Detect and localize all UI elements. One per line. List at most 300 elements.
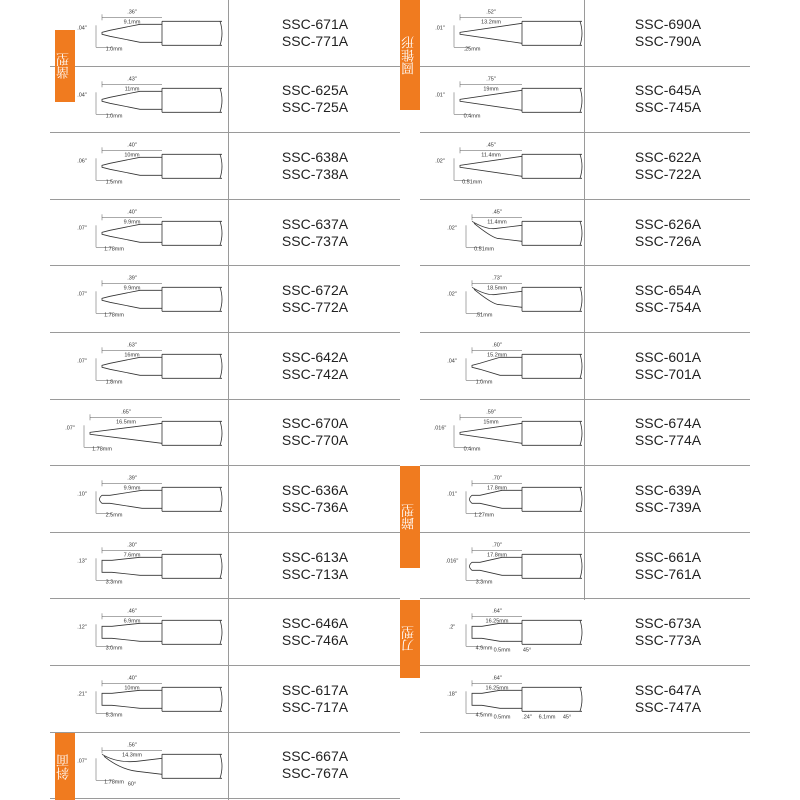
dimension-label: .51mm <box>475 312 493 319</box>
tip-drawing <box>447 475 582 518</box>
tip-drawing <box>447 276 582 319</box>
tip-shaft <box>102 357 162 375</box>
tip-drawing <box>449 609 582 654</box>
model-number: SSC-770A <box>281 432 349 449</box>
dimension-line <box>96 691 112 713</box>
tip-diagram <box>72 133 222 200</box>
dimension-label: .70" <box>492 475 502 482</box>
model-numbers <box>230 400 400 466</box>
dimension-label: 9.1mm <box>123 19 141 26</box>
model-numbers <box>586 333 750 399</box>
dimension-label: .64" <box>492 675 502 682</box>
model-numbers <box>230 0 400 66</box>
model-numbers <box>230 333 400 399</box>
model-number: SSC-670A <box>281 415 349 432</box>
model-numbers <box>230 599 400 665</box>
tip-diagram <box>65 400 222 467</box>
tip-row <box>50 67 400 134</box>
dimension-line <box>454 25 470 47</box>
tip-row <box>50 400 400 467</box>
model-numbers <box>230 200 400 266</box>
tip-row <box>420 67 750 134</box>
model-number: SSC-739A <box>634 498 702 515</box>
tip-drawing <box>435 142 582 185</box>
tip-barrel-end <box>220 621 222 645</box>
dimension-label: .01" <box>447 491 457 498</box>
tip-barrel-end <box>220 754 222 778</box>
dimension-label: 15mm <box>483 418 499 425</box>
model-numbers <box>586 599 750 665</box>
tip-row <box>420 400 750 467</box>
tag-label: 刀型 <box>402 626 417 652</box>
dimension-label: 1.8mm <box>105 379 123 386</box>
tip-shaft <box>102 91 162 109</box>
model-number: SSC-767A <box>281 765 349 782</box>
model-number: SSC-637A <box>281 215 349 232</box>
dimension-label: .01" <box>435 91 445 98</box>
model-number: SSC-742A <box>281 365 349 382</box>
model-number: SSC-725A <box>281 99 349 116</box>
model-numbers <box>230 466 400 532</box>
dimension-label: 5.3mm <box>105 712 123 719</box>
dimension-label: 17.8mm <box>487 552 507 559</box>
dimension-label: 4.9mm <box>475 645 493 652</box>
tag-label: 凿型 <box>57 53 72 79</box>
tip-barrel <box>162 554 222 578</box>
dimension-line <box>84 425 100 447</box>
dimension-line <box>466 625 482 647</box>
tip-barrel <box>162 421 222 445</box>
tip-shaft <box>102 157 162 175</box>
dimension-line <box>466 558 482 580</box>
tip-diagram <box>72 666 222 733</box>
tip-barrel-end <box>580 288 582 312</box>
dimension-label: 6.9mm <box>123 618 141 625</box>
model-number: SSC-771A <box>281 32 349 49</box>
model-number: SSC-671A <box>281 15 349 32</box>
tip-barrel <box>522 88 582 112</box>
model-number: SSC-613A <box>281 548 349 565</box>
model-number: SSC-754A <box>634 299 702 316</box>
tip-shaft <box>102 291 162 309</box>
model-numbers <box>586 466 750 532</box>
tip-diagram <box>72 0 222 67</box>
tip-diagram <box>435 133 582 200</box>
dimension-label: .06" <box>77 158 87 165</box>
tip-barrel <box>522 354 582 378</box>
tip-barrel-end <box>220 21 222 45</box>
dimension-label: .30" <box>127 542 137 549</box>
dimension-label: .64" <box>492 608 502 615</box>
tip-diagram <box>72 266 222 333</box>
model-numbers <box>586 0 750 66</box>
dimension-label: 11.4mm <box>487 219 507 226</box>
model-number: SSC-761A <box>634 565 702 582</box>
tip-barrel-end <box>220 687 222 711</box>
tip-drawing <box>77 76 222 119</box>
dimension-label: .07" <box>77 291 87 298</box>
tip-drawing <box>435 9 582 52</box>
model-number: SSC-642A <box>281 348 349 365</box>
tip-row <box>50 0 400 67</box>
model-number: SSC-646A <box>281 615 349 632</box>
model-number: SSC-639A <box>634 481 702 498</box>
model-number: SSC-661A <box>634 548 702 565</box>
tip-drawing <box>435 76 582 119</box>
dimension-label: 13.2mm <box>481 19 501 26</box>
dimension-label: .01" <box>435 25 445 32</box>
tip-barrel <box>522 621 582 645</box>
tip-barrel <box>162 487 222 511</box>
tip-shaft <box>472 357 522 375</box>
dimension-label: 19mm <box>483 85 499 92</box>
dimension-line <box>466 225 482 247</box>
dimension-label: .24" <box>522 714 532 721</box>
tip-drawing <box>77 609 222 652</box>
tip-barrel <box>162 754 222 778</box>
category-tag-conical <box>400 0 420 110</box>
dimension-line <box>96 758 112 780</box>
tip-shaft <box>472 624 522 642</box>
dimension-label: .73" <box>492 275 502 282</box>
tip-row <box>420 333 750 400</box>
tip-row <box>420 133 750 200</box>
tip-diagram <box>442 599 582 666</box>
model-numbers <box>230 133 400 199</box>
dimension-label: 1.0mm <box>475 379 493 386</box>
model-number: SSC-672A <box>281 282 349 299</box>
tip-diagram <box>442 200 582 267</box>
dimension-label: 6.1mm <box>538 714 556 721</box>
model-number: SSC-622A <box>634 148 702 165</box>
dimension-label: 45° <box>562 714 572 721</box>
tip-barrel <box>162 154 222 178</box>
model-number: SSC-673A <box>634 615 702 632</box>
model-number: SSC-617A <box>281 681 349 698</box>
tip-diagram <box>72 200 222 267</box>
tip-barrel-end <box>580 221 582 245</box>
dimension-label: 0.5mm <box>493 714 511 721</box>
model-number: SSC-774A <box>634 432 702 449</box>
dimension-line <box>96 491 112 513</box>
dimension-line <box>466 491 482 513</box>
tip-shaft <box>470 557 523 575</box>
model-number: SSC-746A <box>281 632 349 649</box>
dimension-label: 1.0mm <box>105 112 123 119</box>
dimension-label: 1.78mm <box>92 445 112 452</box>
dimension-label: 16mm <box>124 352 140 359</box>
dimension-label: 3.0mm <box>105 645 123 652</box>
tip-diagram <box>442 266 582 333</box>
dimension-label: .12" <box>77 624 87 631</box>
dimension-label: .07" <box>65 424 75 431</box>
dimension-label: 9.9mm <box>123 285 141 292</box>
dimension-label: 0.5mm <box>493 647 511 654</box>
dimension-label: 1.0mm <box>105 46 123 53</box>
dimension-label: .46" <box>127 608 137 615</box>
model-number: SSC-638A <box>281 148 349 165</box>
tag-label: 蹄型 <box>402 504 417 530</box>
dimension-label: 0.4mm <box>463 445 481 452</box>
dimension-label: .04" <box>77 91 87 98</box>
dimension-line <box>454 92 470 114</box>
tip-drawing <box>77 542 222 585</box>
dimension-label: .25mm <box>463 46 481 53</box>
tip-row <box>420 0 750 67</box>
model-number: SSC-737A <box>281 232 349 249</box>
tip-row <box>420 200 750 267</box>
tip-diagram <box>72 466 222 533</box>
tip-row <box>50 466 400 533</box>
dimension-label: 16.25mm <box>485 618 509 625</box>
dimension-label: .63" <box>127 342 137 349</box>
dimension-label: .04" <box>447 358 457 365</box>
tip-barrel <box>522 687 582 711</box>
tip-barrel-end <box>580 421 582 445</box>
tip-row <box>50 333 400 400</box>
tip-diagram <box>442 466 582 533</box>
dimension-line <box>454 425 470 447</box>
tip-row <box>50 733 400 800</box>
dimension-label: .59" <box>486 408 496 415</box>
model-number: SSC-701A <box>634 365 702 382</box>
tip-barrel <box>162 88 222 112</box>
tip-barrel <box>522 221 582 245</box>
dimension-label: 1.78mm <box>104 778 124 785</box>
tip-barrel-end <box>580 621 582 645</box>
tip-barrel-end <box>580 354 582 378</box>
tip-diagram <box>433 400 582 467</box>
tip-shaft <box>102 624 162 642</box>
model-number: SSC-722A <box>634 165 702 182</box>
category-tag-chisel <box>55 30 75 102</box>
tip-shaft <box>472 690 522 708</box>
dimension-label: .21" <box>77 691 87 698</box>
model-number: SSC-713A <box>281 565 349 582</box>
dimension-label: 10mm <box>124 685 140 692</box>
dimension-line <box>96 625 112 647</box>
tip-shaft <box>90 423 162 443</box>
dimension-label: 10mm <box>124 152 140 159</box>
tip-shaft <box>460 156 522 176</box>
tip-barrel-end <box>580 88 582 112</box>
tip-row <box>50 533 400 600</box>
dimension-label: 1.78mm <box>104 312 124 319</box>
tip-drawing <box>447 342 582 385</box>
tip-barrel <box>162 354 222 378</box>
tip-barrel <box>522 487 582 511</box>
dimension-label: 7.6mm <box>123 552 141 559</box>
model-number: SSC-747A <box>634 698 702 715</box>
tip-drawing <box>77 675 222 718</box>
dimension-label: 16.25mm <box>485 685 509 692</box>
dimension-label: .40" <box>127 209 137 216</box>
dimension-label: .39" <box>127 475 137 482</box>
tip-shaft <box>460 23 522 43</box>
tip-barrel-end <box>220 354 222 378</box>
tip-barrel-end <box>580 554 582 578</box>
tip-drawing <box>446 542 582 585</box>
dimension-label: .07" <box>77 358 87 365</box>
model-number: SSC-636A <box>281 481 349 498</box>
tip-barrel <box>522 21 582 45</box>
dimension-label: .70" <box>492 542 502 549</box>
dimension-line <box>96 558 112 580</box>
model-numbers <box>586 67 750 133</box>
tip-row <box>420 533 750 600</box>
tip-drawing <box>65 409 222 452</box>
dimension-label: 11.4mm <box>481 152 501 159</box>
tip-barrel <box>522 421 582 445</box>
tip-row <box>420 666 750 733</box>
dimension-label: .75" <box>486 75 496 82</box>
tip-diagram <box>72 533 222 600</box>
dimension-label: .2" <box>448 624 456 631</box>
tip-diagram <box>72 733 222 800</box>
dimension-label: 4.5mm <box>475 712 493 719</box>
dimension-label: .40" <box>127 142 137 149</box>
tag-label: 斜面 <box>57 753 72 780</box>
tip-diagram <box>435 67 582 134</box>
model-number: SSC-738A <box>281 165 349 182</box>
tip-drawing <box>77 342 222 385</box>
tip-barrel <box>522 154 582 178</box>
tag-label: 圆锥形 <box>402 35 417 75</box>
dimension-label: .45" <box>486 142 496 149</box>
dimension-label: .39" <box>127 275 137 282</box>
tip-row <box>50 266 400 333</box>
dimension-label: 0.51mm <box>462 179 482 186</box>
model-numbers <box>586 266 750 332</box>
tip-shaft <box>102 24 162 42</box>
tip-shaft <box>460 90 522 110</box>
dimension-label: .43" <box>127 75 137 82</box>
tip-diagram <box>442 533 582 600</box>
tip-shaft <box>102 224 162 242</box>
dimension-label: 3.3mm <box>105 579 123 586</box>
tip-barrel <box>162 221 222 245</box>
dimension-line <box>466 292 482 314</box>
model-number: SSC-717A <box>281 698 349 715</box>
dimension-label: 15.2mm <box>487 352 507 359</box>
tip-drawing <box>77 142 222 185</box>
model-numbers <box>586 200 750 266</box>
dimension-label: .13" <box>77 558 87 565</box>
tip-shaft <box>460 423 522 443</box>
tip-drawing <box>77 742 222 787</box>
dimension-label: .04" <box>77 25 87 32</box>
dimension-label: .40" <box>127 675 137 682</box>
tip-drawing <box>77 209 222 252</box>
tip-row <box>50 133 400 200</box>
model-number: SSC-625A <box>281 82 349 99</box>
model-number: SSC-790A <box>634 32 702 49</box>
model-number: SSC-667A <box>281 748 349 765</box>
model-number: SSC-745A <box>634 99 702 116</box>
tip-barrel-end <box>580 487 582 511</box>
dimension-label: .02" <box>447 291 457 298</box>
dimension-label: 16.5mm <box>116 418 136 425</box>
dimension-label: 0.4mm <box>463 112 481 119</box>
tip-drawing <box>77 475 222 518</box>
dimension-label: 11mm <box>124 85 140 92</box>
dimension-label: 1.5mm <box>105 179 123 186</box>
model-number: SSC-773A <box>634 632 702 649</box>
dimension-label: .18" <box>447 691 457 698</box>
dimension-label: 18.5mm <box>487 285 507 292</box>
tip-barrel <box>522 288 582 312</box>
dimension-label: .02" <box>447 225 457 232</box>
model-number: SSC-690A <box>634 15 702 32</box>
category-tag-bevel <box>55 733 75 800</box>
dimension-label: 14.3mm <box>122 751 142 758</box>
dimension-label: .016" <box>433 424 447 431</box>
dimension-label: 9.9mm <box>123 219 141 226</box>
tip-barrel <box>162 687 222 711</box>
tip-shaft <box>100 490 163 508</box>
dimension-label: 60° <box>127 780 137 787</box>
dimension-label: .07" <box>77 225 87 232</box>
tip-row <box>50 599 400 666</box>
tip-diagram <box>442 666 582 733</box>
tip-barrel-end <box>220 154 222 178</box>
tip-shaft <box>470 490 523 508</box>
model-numbers <box>230 533 400 599</box>
model-numbers <box>586 533 750 599</box>
tip-row <box>420 466 750 533</box>
category-tag-knife <box>400 600 420 678</box>
dimension-label: .60" <box>492 342 502 349</box>
tip-diagram <box>435 0 582 67</box>
tip-row <box>50 666 400 733</box>
model-numbers <box>230 733 400 799</box>
dimension-label: .07" <box>77 757 87 764</box>
dimension-line <box>454 158 470 180</box>
tip-row <box>50 200 400 267</box>
dimension-label: 9.9mm <box>123 485 141 492</box>
tip-drawing <box>434 409 582 452</box>
tip-barrel-end <box>220 554 222 578</box>
dimension-line <box>466 691 482 713</box>
tip-barrel-end <box>220 88 222 112</box>
model-numbers <box>586 400 750 466</box>
tip-diagram <box>72 67 222 134</box>
tip-row <box>420 266 750 333</box>
tip-barrel-end <box>580 154 582 178</box>
tip-drawing <box>77 276 222 319</box>
tip-barrel-end <box>220 421 222 445</box>
tip-barrel <box>162 288 222 312</box>
dimension-label: .10" <box>77 491 87 498</box>
dimension-label: .56" <box>127 741 137 748</box>
tip-shaft <box>102 690 162 708</box>
tip-barrel-end <box>220 221 222 245</box>
category-tag-hoof <box>400 466 420 568</box>
tip-drawing <box>77 9 222 52</box>
tip-barrel-end <box>220 288 222 312</box>
model-number: SSC-674A <box>634 415 702 432</box>
model-numbers <box>230 266 400 332</box>
model-number: SSC-647A <box>634 681 702 698</box>
model-number: SSC-736A <box>281 498 349 515</box>
model-numbers <box>586 133 750 199</box>
tip-diagram <box>72 599 222 666</box>
dimension-label: 1.78mm <box>104 246 124 253</box>
dimension-label: 2.5mm <box>105 512 123 519</box>
dimension-label: 17.8mm <box>487 485 507 492</box>
dimension-label: .45" <box>492 209 502 216</box>
model-number: SSC-601A <box>634 348 702 365</box>
